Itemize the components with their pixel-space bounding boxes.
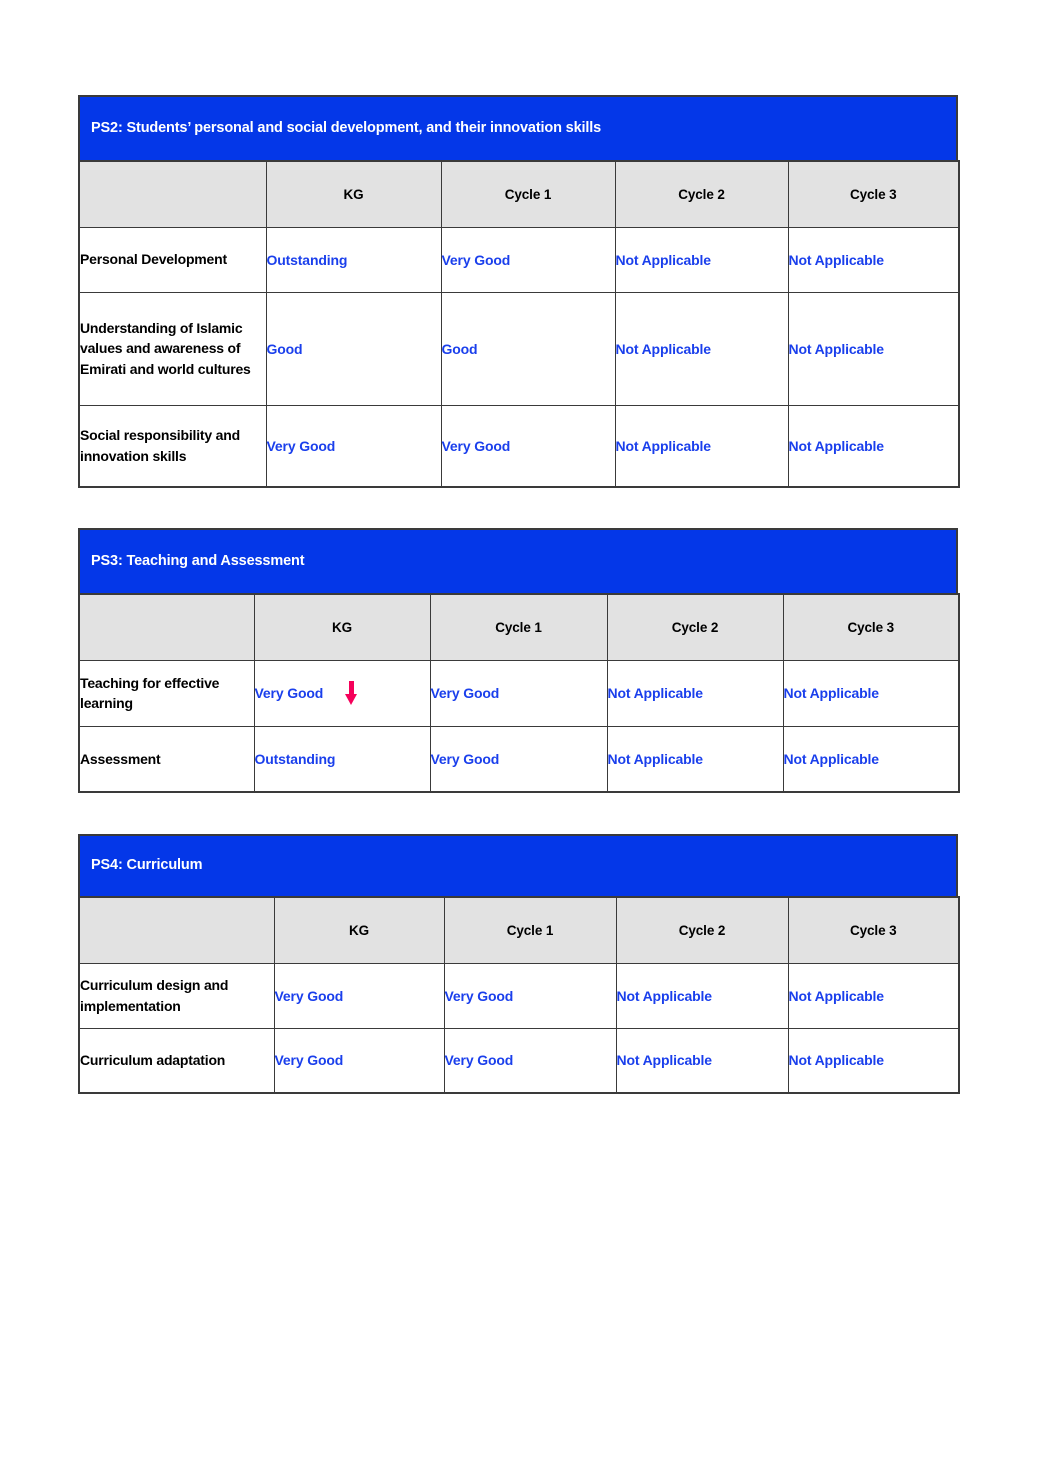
- ps2-rating-personal-development-cycle-3: [788, 227, 959, 292]
- ps2-rating-personal-development-kg: [266, 227, 441, 292]
- rating-value: Not Applicable: [616, 1052, 712, 1069]
- ps3-rating-assessment-cycle-3: [783, 726, 959, 792]
- ps4-header-blank: [79, 897, 274, 963]
- rating-value: Not Applicable: [615, 340, 711, 357]
- ps2-rating-social-responsibility-kg: [266, 405, 441, 487]
- ps2-rating-personal-development-cycle-1: [441, 227, 615, 292]
- arrow-down-icon: [345, 681, 358, 706]
- rating-value: Not Applicable: [788, 987, 884, 1004]
- ps2-rating-islamic-values-cycle-3: [788, 292, 959, 405]
- ps2-title-bar: [78, 95, 958, 160]
- rating-value: Not Applicable: [788, 340, 884, 357]
- table-row: [79, 1028, 959, 1093]
- rating-value: Very Good: [274, 1052, 344, 1069]
- table-row: [79, 963, 959, 1028]
- rating-value: Not Applicable: [615, 437, 711, 454]
- ps3-header-kg: KG: [254, 594, 430, 660]
- rating-value: Outstanding: [254, 750, 336, 767]
- performance-standard-block-ps4: [78, 834, 958, 1094]
- ps2-rating-social-responsibility-cycle-1: [441, 405, 615, 487]
- ps3-rating-assessment-cycle-2: [607, 726, 783, 792]
- ps4-header-kg: KG: [274, 897, 444, 963]
- ps2-header-kg: KG: [266, 161, 441, 227]
- rating-value: Not Applicable: [788, 251, 884, 268]
- rating-value: Not Applicable: [607, 685, 703, 701]
- ps4-table: [78, 896, 960, 1094]
- ps4-rating-curriculum-adaptation-cycle-2: [616, 1028, 788, 1093]
- ps3-rating-assessment-kg: [254, 726, 430, 792]
- ps3-header-cycle-1: Cycle 1: [430, 594, 607, 660]
- ps3-header-blank: [79, 594, 254, 660]
- ps4-title-text: PS4: Curriculum: [91, 857, 203, 874]
- performance-standard-block-ps2: [78, 95, 958, 488]
- rating-value: Very Good: [254, 685, 324, 701]
- ps4-title-bar: [78, 834, 958, 896]
- ps3-header-cycle-3: Cycle 3: [783, 594, 959, 660]
- ps3-rating-teaching-cycle-2: [607, 660, 783, 726]
- ps2-row-label-social-responsibility: Social responsibility and innovation skills: [79, 405, 266, 487]
- rating-value: Not Applicable: [783, 750, 879, 767]
- ps3-header-row: [79, 594, 959, 660]
- ps4-rating-curriculum-design-kg: [274, 963, 444, 1028]
- performance-standard-block-ps3: [78, 528, 958, 793]
- ps2-rating-islamic-values-kg: [266, 292, 441, 405]
- rating-value: Not Applicable: [616, 987, 712, 1004]
- ps4-row-label-curriculum-design: Curriculum design and implementation: [79, 963, 274, 1028]
- rating-value: Very Good: [266, 437, 336, 454]
- ps4-header-cycle-3: Cycle 3: [788, 897, 959, 963]
- ps3-row-label-assessment: Assessment: [79, 726, 254, 792]
- rating-value: Good: [266, 340, 303, 357]
- rating-value: Not Applicable: [783, 685, 879, 701]
- ps3-row-label-teaching-for-effective-learning: Teaching for effective learning: [79, 660, 254, 726]
- ps3-header-cycle-2: Cycle 2: [607, 594, 783, 660]
- ps2-rating-social-responsibility-cycle-3: [788, 405, 959, 487]
- ps2-header-cycle-3: Cycle 3: [788, 161, 959, 227]
- ps2-header-cycle-1: Cycle 1: [441, 161, 615, 227]
- ps2-header-cycle-2: Cycle 2: [615, 161, 788, 227]
- ps3-rating-assessment-cycle-1: [430, 726, 607, 792]
- ps4-header-cycle-1: Cycle 1: [444, 897, 616, 963]
- table-row: [79, 227, 959, 292]
- rating-value: Not Applicable: [615, 251, 711, 268]
- ps3-rating-teaching-cycle-3: [783, 660, 959, 726]
- rating-value: Not Applicable: [607, 750, 703, 767]
- ps2-header-blank: [79, 161, 266, 227]
- ps3-title-bar: [78, 528, 958, 593]
- ps4-header-cycle-2: Cycle 2: [616, 897, 788, 963]
- ps2-rating-islamic-values-cycle-1: [441, 292, 615, 405]
- ps4-rating-curriculum-adaptation-cycle-1: [444, 1028, 616, 1093]
- rating-value: Very Good: [444, 1052, 514, 1069]
- table-row: [79, 660, 959, 726]
- ps4-rating-curriculum-design-cycle-3: [788, 963, 959, 1028]
- ps4-rating-curriculum-design-cycle-1: [444, 963, 616, 1028]
- ps4-header-row: [79, 897, 959, 963]
- ps3-rating-teaching-kg: [254, 660, 430, 726]
- ps2-row-label-islamic-values: Understanding of Islamic values and awareness of Emirati and world cultures: [79, 292, 266, 405]
- ps2-rating-social-responsibility-cycle-2: [615, 405, 788, 487]
- ps2-row-label-personal-development: Personal Development: [79, 227, 266, 292]
- ps4-rating-curriculum-adaptation-kg: [274, 1028, 444, 1093]
- rating-value: Not Applicable: [788, 1052, 884, 1069]
- rating-value: Very Good: [444, 987, 514, 1004]
- ps2-rating-islamic-values-cycle-2: [615, 292, 788, 405]
- ps4-rating-curriculum-design-cycle-2: [616, 963, 788, 1028]
- ps4-rating-curriculum-adaptation-cycle-3: [788, 1028, 959, 1093]
- rating-value: Very Good: [441, 437, 511, 454]
- table-row: [79, 292, 959, 405]
- ps2-rating-personal-development-cycle-2: [615, 227, 788, 292]
- rating-value: Very Good: [430, 750, 500, 767]
- ps3-table: [78, 593, 960, 793]
- ps2-table: [78, 160, 960, 488]
- rating-value: Very Good: [430, 685, 500, 701]
- table-row: [79, 405, 959, 487]
- rating-value: Very Good: [441, 251, 511, 268]
- rating-value: Outstanding: [266, 251, 348, 268]
- rating-value: Not Applicable: [788, 437, 884, 454]
- ps2-title-text: PS2: Students’ personal and social development, and their innovation skills: [91, 119, 602, 136]
- ps4-row-label-curriculum-adaptation: Curriculum adaptation: [79, 1028, 274, 1093]
- ps3-rating-teaching-cycle-1: [430, 660, 607, 726]
- ps3-title-text: PS3: Teaching and Assessment: [91, 552, 305, 569]
- rating-value: Good: [441, 340, 478, 357]
- table-row: [79, 726, 959, 792]
- rating-value: Very Good: [274, 987, 344, 1004]
- ps2-header-row: [79, 161, 959, 227]
